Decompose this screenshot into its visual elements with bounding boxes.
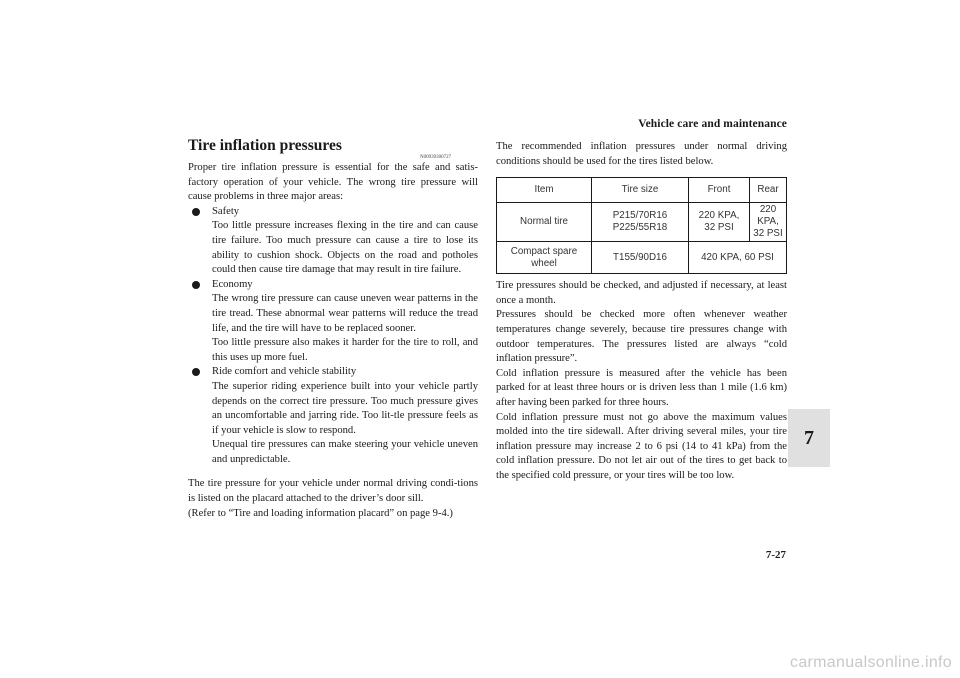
right-column [496, 140, 787, 484]
chapter-tab [788, 409, 830, 467]
cell-pressure: 420 KPA, 60 PSI [689, 242, 787, 274]
header-tire-size: Tire size [592, 178, 689, 203]
bullet-dot-icon [192, 281, 200, 289]
bullet-text: Unequal tire pressures can make steering your vehicle uneven and unpredictable. [212, 439, 478, 465]
page-number: 7-27 [765, 549, 786, 561]
cell-rear: 220 KPA, 32 PSI [750, 203, 787, 242]
body-paragraph: Pressures should be checked more often whenever weather temperatures change severely, because tire pressures change with outdoor temperatures. The pressures listed are always “cold inflation pressure”. [496, 309, 787, 365]
cell-tire-size: T155/90D16 [592, 242, 689, 274]
header-front: Front [689, 178, 750, 203]
bullet-heading: Economy [212, 278, 253, 290]
cell-tire-size: P215/70R16 P225/55R18 [592, 203, 689, 242]
table-intro: The recommended inflation pressures under normal driving conditions should be used for the tires listed below. [496, 141, 787, 167]
bullet-text: The superior riding experience built into your vehicle partly depends on the correct tire pressure. Too much pressure gives an uncomfortable and jarring ride. Too lit-tle pressure feels as if your vehicle is slow to respond. [212, 380, 478, 436]
intro-paragraph: Proper tire inflation pressure is essential for the safe and satis-factory operation of your vehicle. The wrong tire pressure will cause problems in three major areas: [188, 162, 478, 203]
left-column [188, 161, 478, 521]
bullet-heading: Safety [212, 205, 240, 217]
body-paragraph: Cold inflation pressure must not go above the maximum values molded into the tire sidewall. After driving several miles, your tire inflation pressure may increase 2 to 6 psi (14 to 41 kPa) from the cold inflation pressure. Do not let air out of the tires to get back to the specified cold pressure, or your tires will be too low. [496, 411, 787, 481]
table-row [497, 203, 787, 242]
bullet-text: The wrong tire pressure can cause uneven wear patterns in the tire tread. These abnormal wear patterns will reduce the tread life, and the tire will have to be replaced sooner. [212, 293, 478, 334]
bullet-text: Too little pressure increases flexing in the tire and can cause tire failure. Too much pressure can cause a tire to lose its ability to cushion shock. Objects on the road and potholes could then cause tire damage that may result in tire failure. [212, 220, 478, 276]
closing-paragraph: The tire pressure for your vehicle under normal driving condi-tions is listed on the placard attached to the driver’s door sill. [188, 478, 478, 505]
cell-item: Compact spare wheel [497, 242, 592, 274]
section-title: Tire inflation pressures [188, 137, 342, 154]
bullet-heading: Ride comfort and vehicle stability [212, 366, 357, 378]
chapter-number: 7 [804, 427, 814, 449]
table-row [497, 242, 787, 274]
cell-item: Normal tire [497, 203, 592, 242]
bullet-ride-comfort [188, 365, 478, 467]
running-header: Vehicle care and maintenance [638, 118, 787, 130]
bullet-economy [188, 278, 478, 366]
cell-front: 220 KPA, 32 PSI [689, 203, 750, 242]
bullet-dot-icon [192, 208, 200, 216]
section-code: N00939300727 [420, 155, 452, 160]
watermark: carmanualsonline.info [790, 654, 952, 671]
body-paragraph: Tire pressures should be checked, and adjusted if necessary, at least once a month. [496, 280, 787, 306]
table-header-row [497, 178, 787, 203]
bullet-dot-icon [192, 368, 200, 376]
bullet-safety [188, 205, 478, 278]
header-rear: Rear [750, 178, 787, 203]
body-paragraph: Cold inflation pressure is measured after the vehicle has been parked for at least three hours or is driven less than 1 mile (1.6 km) after having been parked for three hours. [496, 367, 787, 408]
page-reference: (Refer to “Tire and loading information placard” on page 9-4.) [188, 507, 453, 519]
header-item: Item [497, 178, 592, 203]
tire-pressure-table [496, 177, 787, 274]
bullet-text: Too little pressure also makes it harder for the tire to roll, and this uses up more fuel. [212, 337, 478, 363]
